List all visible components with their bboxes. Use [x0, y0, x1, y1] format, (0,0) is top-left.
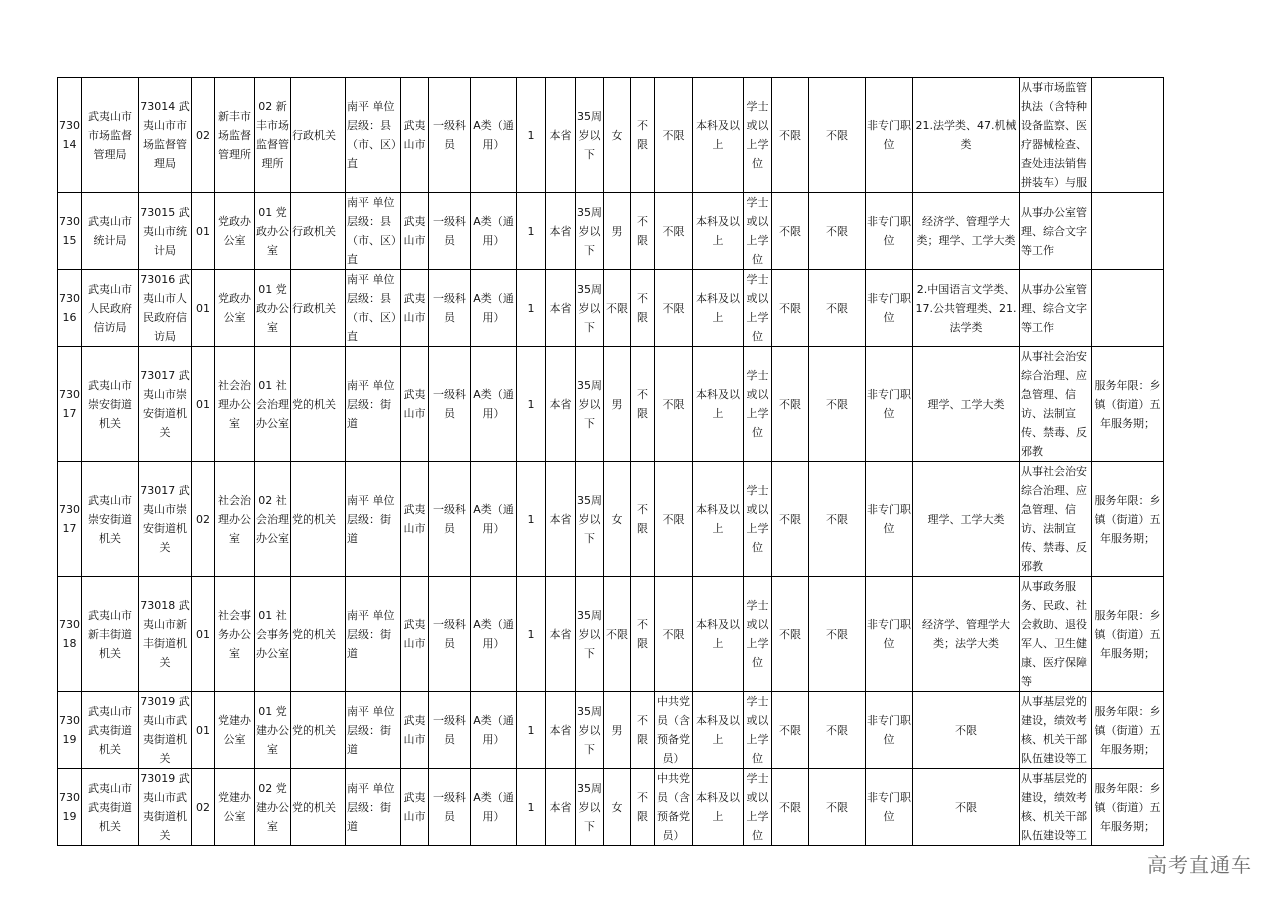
- cell-position-type: 非专门职位: [866, 347, 913, 462]
- cell-category: A类（通用）: [471, 347, 517, 462]
- cell-education: 本科及以上: [693, 270, 744, 347]
- cell-position-number: 01: [192, 577, 215, 692]
- positions-table: [57, 77, 1164, 846]
- cell-remarks: [1092, 270, 1164, 347]
- watermark: 高考直通车: [1147, 853, 1252, 877]
- cell-experience: 不限: [772, 193, 809, 270]
- cell-experience: 不限: [772, 462, 809, 577]
- cell-position-code: 01 党政办公室: [255, 193, 291, 270]
- cell-quota: 1: [517, 462, 546, 577]
- cell-rank: 一级科员: [429, 78, 471, 193]
- cell-hierarchy: 南平 单位层级：县（市、区）直: [346, 78, 401, 193]
- cell-gender: 男: [604, 692, 631, 769]
- cell-age: 35周岁以下: [576, 270, 604, 347]
- cell-household: 本省: [546, 270, 576, 347]
- cell-household: 本省: [546, 78, 576, 193]
- cell-code: 73016: [58, 270, 82, 347]
- cell-experience: 不限: [772, 577, 809, 692]
- cell-category: A类（通用）: [471, 78, 517, 193]
- cell-quota: 1: [517, 577, 546, 692]
- cell-rank: 一级科员: [429, 270, 471, 347]
- cell-remarks: 服务年限：乡镇（街道）五年服务期；: [1092, 769, 1164, 846]
- cell-degree: 学士或以上学位: [744, 769, 772, 846]
- cell-unit-name: 武夷山市市场监督管理局: [82, 78, 139, 193]
- cell-category: A类（通用）: [471, 769, 517, 846]
- cell-category: A类（通用）: [471, 577, 517, 692]
- cell-code: 73015: [58, 193, 82, 270]
- cell-rank: 一级科员: [429, 769, 471, 846]
- cell-rank: 一级科员: [429, 577, 471, 692]
- table-row: [58, 347, 1164, 462]
- cell-education: 本科及以上: [693, 769, 744, 846]
- cell-unit-code-name: 73015 武夷山市统计局: [139, 193, 192, 270]
- cell-remarks: [1092, 78, 1164, 193]
- cell-position-code: 01 党建办公室: [255, 692, 291, 769]
- cell-household: 本省: [546, 347, 576, 462]
- cell-gender: 男: [604, 193, 631, 270]
- cell-job-description: 从事办公室管理、综合文字等工作: [1020, 193, 1092, 270]
- cell-code: 73014: [58, 78, 82, 193]
- cell-political-status-b: 不限: [655, 462, 693, 577]
- cell-political-status-a: 不限: [631, 769, 655, 846]
- cell-political-status-a: 不限: [631, 577, 655, 692]
- cell-degree: 学士或以上学位: [744, 577, 772, 692]
- cell-position-code: 02 党建办公室: [255, 769, 291, 846]
- cell-job-description: 从事市场监管执法（含特种设备监察、医疗器械检查、查处违法销售拼装车）与服: [1020, 78, 1092, 193]
- cell-age: 35周岁以下: [576, 78, 604, 193]
- cell-other-req: 不限: [809, 692, 866, 769]
- cell-unit-name: 武夷山市人民政府信访局: [82, 270, 139, 347]
- cell-political-status-b: 不限: [655, 577, 693, 692]
- cell-education: 本科及以上: [693, 78, 744, 193]
- table-row: [58, 692, 1164, 769]
- cell-position-type: 非专门职位: [866, 78, 913, 193]
- cell-unit-type: 党的机关: [291, 692, 346, 769]
- cell-rank: 一级科员: [429, 347, 471, 462]
- cell-household: 本省: [546, 462, 576, 577]
- cell-position-number: 02: [192, 769, 215, 846]
- cell-position-number: 01: [192, 193, 215, 270]
- cell-rank: 一级科员: [429, 462, 471, 577]
- cell-department: 新丰市场监督管理所: [215, 78, 255, 193]
- cell-political-status-a: 不限: [631, 193, 655, 270]
- cell-unit-type: 行政机关: [291, 270, 346, 347]
- cell-department: 社会治理办公室: [215, 347, 255, 462]
- cell-position-code: 01 社会治理办公室: [255, 347, 291, 462]
- cell-unit-type: 党的机关: [291, 577, 346, 692]
- cell-hierarchy: 南平 单位层级：县（市、区）直: [346, 193, 401, 270]
- cell-category: A类（通用）: [471, 462, 517, 577]
- cell-major: 理学、工学大类: [913, 462, 1020, 577]
- cell-unit-type: 党的机关: [291, 769, 346, 846]
- cell-other-req: 不限: [809, 193, 866, 270]
- cell-hierarchy: 南平 单位层级：街道: [346, 692, 401, 769]
- cell-gender: 不限: [604, 270, 631, 347]
- cell-job-description: 从事基层党的建设，绩效考核、机关干部队伍建设等工: [1020, 769, 1092, 846]
- cell-code: 73018: [58, 577, 82, 692]
- cell-code: 73017: [58, 347, 82, 462]
- cell-age: 35周岁以下: [576, 462, 604, 577]
- cell-degree: 学士或以上学位: [744, 347, 772, 462]
- cell-position-number: 01: [192, 692, 215, 769]
- cell-position-code: 02 社会治理办公室: [255, 462, 291, 577]
- cell-major: 2.中国语言文学类、17.公共管理类、21.法学类: [913, 270, 1020, 347]
- cell-category: A类（通用）: [471, 193, 517, 270]
- cell-region: 武夷山市: [401, 347, 429, 462]
- cell-rank: 一级科员: [429, 193, 471, 270]
- cell-quota: 1: [517, 78, 546, 193]
- cell-other-req: 不限: [809, 347, 866, 462]
- cell-quota: 1: [517, 270, 546, 347]
- cell-region: 武夷山市: [401, 193, 429, 270]
- table-row: [58, 462, 1164, 577]
- cell-degree: 学士或以上学位: [744, 462, 772, 577]
- cell-quota: 1: [517, 347, 546, 462]
- cell-unit-name: 武夷山市统计局: [82, 193, 139, 270]
- cell-region: 武夷山市: [401, 78, 429, 193]
- cell-political-status-a: 不限: [631, 347, 655, 462]
- cell-unit-type: 党的机关: [291, 462, 346, 577]
- cell-hierarchy: 南平 单位层级：街道: [346, 577, 401, 692]
- cell-gender: 女: [604, 769, 631, 846]
- cell-code: 73019: [58, 769, 82, 846]
- cell-political-status-a: 不限: [631, 78, 655, 193]
- cell-unit-type: 行政机关: [291, 193, 346, 270]
- cell-other-req: 不限: [809, 270, 866, 347]
- cell-experience: 不限: [772, 347, 809, 462]
- cell-experience: 不限: [772, 270, 809, 347]
- cell-political-status-a: 不限: [631, 692, 655, 769]
- cell-unit-type: 党的机关: [291, 347, 346, 462]
- cell-region: 武夷山市: [401, 462, 429, 577]
- cell-hierarchy: 南平 单位层级：街道: [346, 769, 401, 846]
- cell-political-status-b: 不限: [655, 78, 693, 193]
- cell-major: 不限: [913, 692, 1020, 769]
- cell-major: 经济学、管理学大类；理学、工学大类: [913, 193, 1020, 270]
- cell-region: 武夷山市: [401, 769, 429, 846]
- cell-age: 35周岁以下: [576, 577, 604, 692]
- cell-job-description: 从事社会治安综合治理、应急管理、信访、法制宣传、禁毒、反邪教: [1020, 462, 1092, 577]
- cell-remarks: 服务年限：乡镇（街道）五年服务期；: [1092, 462, 1164, 577]
- cell-position-number: 02: [192, 78, 215, 193]
- cell-remarks: [1092, 193, 1164, 270]
- cell-position-number: 01: [192, 347, 215, 462]
- table-row: [58, 769, 1164, 846]
- cell-political-status-a: 不限: [631, 270, 655, 347]
- cell-other-req: 不限: [809, 462, 866, 577]
- cell-unit-name: 武夷山市崇安街道机关: [82, 462, 139, 577]
- cell-unit-type: 行政机关: [291, 78, 346, 193]
- cell-remarks: 服务年限：乡镇（街道）五年服务期；: [1092, 692, 1164, 769]
- cell-remarks: 服务年限：乡镇（街道）五年服务期；: [1092, 347, 1164, 462]
- cell-position-type: 非专门职位: [866, 692, 913, 769]
- cell-experience: 不限: [772, 78, 809, 193]
- cell-experience: 不限: [772, 692, 809, 769]
- cell-unit-code-name: 73019 武夷山市武夷街道机关: [139, 692, 192, 769]
- cell-unit-code-name: 73017 武夷山市崇安街道机关: [139, 462, 192, 577]
- cell-department: 党建办公室: [215, 769, 255, 846]
- table-row: [58, 577, 1164, 692]
- cell-age: 35周岁以下: [576, 193, 604, 270]
- cell-position-code: 02 新丰市场监督管理所: [255, 78, 291, 193]
- cell-unit-code-name: 73016 武夷山市人民政府信访局: [139, 270, 192, 347]
- cell-code: 73017: [58, 462, 82, 577]
- cell-education: 本科及以上: [693, 347, 744, 462]
- cell-gender: 女: [604, 78, 631, 193]
- cell-job-description: 从事社会治安综合治理、应急管理、信访、法制宣传、禁毒、反邪教: [1020, 347, 1092, 462]
- cell-job-description: 从事基层党的建设，绩效考核、机关干部队伍建设等工: [1020, 692, 1092, 769]
- table-row: [58, 270, 1164, 347]
- cell-degree: 学士或以上学位: [744, 78, 772, 193]
- cell-education: 本科及以上: [693, 462, 744, 577]
- cell-unit-code-name: 73019 武夷山市武夷街道机关: [139, 769, 192, 846]
- cell-region: 武夷山市: [401, 577, 429, 692]
- cell-unit-code-name: 73018 武夷山市新丰街道机关: [139, 577, 192, 692]
- cell-major: 经济学、管理学大类；法学大类: [913, 577, 1020, 692]
- cell-hierarchy: 南平 单位层级：街道: [346, 347, 401, 462]
- cell-position-type: 非专门职位: [866, 577, 913, 692]
- cell-quota: 1: [517, 769, 546, 846]
- cell-quota: 1: [517, 692, 546, 769]
- cell-major: 21.法学类、47.机械类: [913, 78, 1020, 193]
- table-row: [58, 78, 1164, 193]
- cell-unit-name: 武夷山市武夷街道机关: [82, 769, 139, 846]
- cell-major: 理学、工学大类: [913, 347, 1020, 462]
- cell-hierarchy: 南平 单位层级：县（市、区）直: [346, 270, 401, 347]
- cell-region: 武夷山市: [401, 692, 429, 769]
- cell-department: 党政办公室: [215, 270, 255, 347]
- cell-position-code: 01 党政办公室: [255, 270, 291, 347]
- cell-gender: 不限: [604, 577, 631, 692]
- cell-remarks: 服务年限：乡镇（街道）五年服务期；: [1092, 577, 1164, 692]
- cell-political-status-b: 中共党员（含预备党员）: [655, 692, 693, 769]
- cell-rank: 一级科员: [429, 692, 471, 769]
- cell-department: 社会治理办公室: [215, 462, 255, 577]
- cell-political-status-b: 不限: [655, 270, 693, 347]
- cell-position-code: 01 社会事务办公室: [255, 577, 291, 692]
- cell-age: 35周岁以下: [576, 347, 604, 462]
- cell-position-number: 02: [192, 462, 215, 577]
- cell-degree: 学士或以上学位: [744, 692, 772, 769]
- cell-region: 武夷山市: [401, 270, 429, 347]
- table-row: [58, 193, 1164, 270]
- cell-political-status-a: 不限: [631, 462, 655, 577]
- cell-degree: 学士或以上学位: [744, 270, 772, 347]
- cell-degree: 学士或以上学位: [744, 193, 772, 270]
- cell-experience: 不限: [772, 769, 809, 846]
- cell-other-req: 不限: [809, 769, 866, 846]
- cell-code: 73019: [58, 692, 82, 769]
- cell-education: 本科及以上: [693, 193, 744, 270]
- cell-household: 本省: [546, 577, 576, 692]
- cell-category: A类（通用）: [471, 270, 517, 347]
- cell-household: 本省: [546, 193, 576, 270]
- cell-household: 本省: [546, 769, 576, 846]
- positions-table-body: [58, 78, 1164, 846]
- cell-political-status-b: 中共党员（含预备党员）: [655, 769, 693, 846]
- cell-age: 35周岁以下: [576, 692, 604, 769]
- cell-household: 本省: [546, 692, 576, 769]
- cell-unit-code-name: 73017 武夷山市崇安街道机关: [139, 347, 192, 462]
- cell-education: 本科及以上: [693, 577, 744, 692]
- cell-other-req: 不限: [809, 78, 866, 193]
- cell-unit-code-name: 73014 武夷山市市场监督管理局: [139, 78, 192, 193]
- cell-job-description: 从事办公室管理、综合文字等工作: [1020, 270, 1092, 347]
- cell-department: 党政办公室: [215, 193, 255, 270]
- cell-position-type: 非专门职位: [866, 270, 913, 347]
- cell-political-status-b: 不限: [655, 193, 693, 270]
- cell-position-type: 非专门职位: [866, 193, 913, 270]
- cell-department: 党建办公室: [215, 692, 255, 769]
- cell-quota: 1: [517, 193, 546, 270]
- cell-other-req: 不限: [809, 577, 866, 692]
- cell-gender: 女: [604, 462, 631, 577]
- cell-age: 35周岁以下: [576, 769, 604, 846]
- cell-position-number: 01: [192, 270, 215, 347]
- cell-education: 本科及以上: [693, 692, 744, 769]
- cell-job-description: 从事政务服务、民政、社会救助、退役军人、卫生健康、医疗保障等: [1020, 577, 1092, 692]
- cell-unit-name: 武夷山市新丰街道机关: [82, 577, 139, 692]
- cell-hierarchy: 南平 单位层级：街道: [346, 462, 401, 577]
- cell-unit-name: 武夷山市武夷街道机关: [82, 692, 139, 769]
- cell-major: 不限: [913, 769, 1020, 846]
- cell-position-type: 非专门职位: [866, 769, 913, 846]
- cell-category: A类（通用）: [471, 692, 517, 769]
- cell-gender: 男: [604, 347, 631, 462]
- cell-unit-name: 武夷山市崇安街道机关: [82, 347, 139, 462]
- cell-department: 社会事务办公室: [215, 577, 255, 692]
- cell-position-type: 非专门职位: [866, 462, 913, 577]
- cell-political-status-b: 不限: [655, 347, 693, 462]
